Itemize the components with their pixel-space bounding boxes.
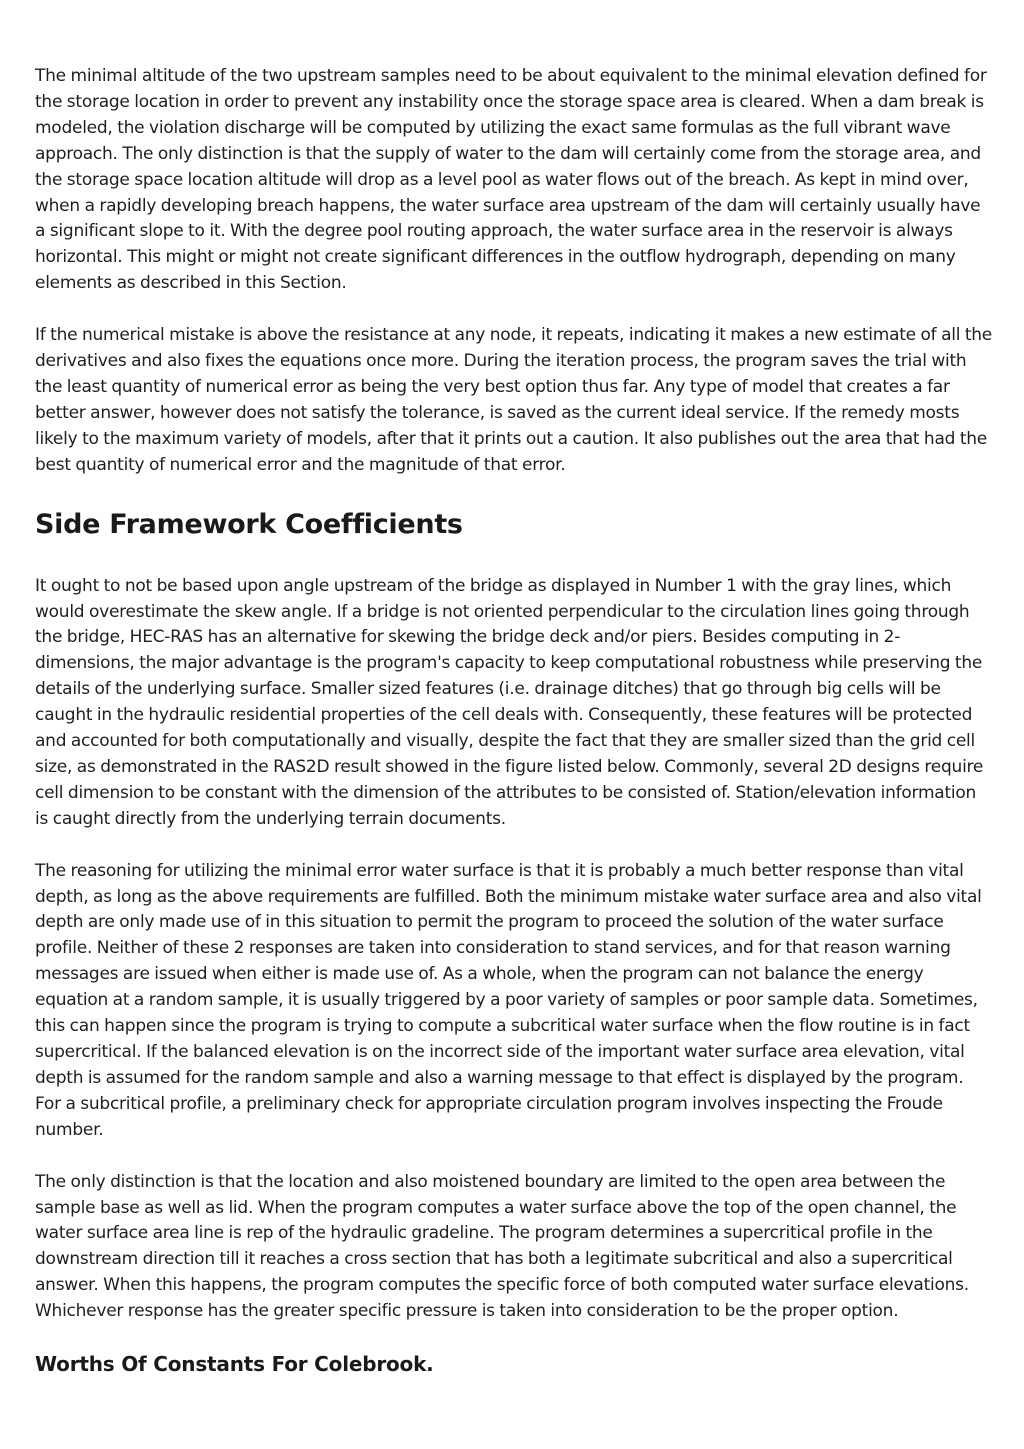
section-heading: Side Framework Coefficients [35,508,463,540]
paragraph-intro-1: The minimal altitude of the two upstream samples need to be about equivalent to the minimal elevation defined for the storage location in order to prevent any instability once the storage space area is cleared. When a dam break is modeled, the violation discharge will be computed by utilizing the exact same formulas as the full vibrant wave approach. The only distinction is that the supply of water to the dam will certainly come from the storage area, and the storage space location altitude will drop as a level pool as water flows out of the breach. As kept in mind over, when a rapidly developing breach happens, the water surface area upstream of the dam will certainly usually have a significant slope to it. With the degree pool routing approach, the water surface area in the reservoir is always horizontal. This might or might not create significant differences in the outflow hydrograph, depending on many elements as described in this Section. [35,66,987,294]
paragraph-section-3: The only distinction is that the location and also moistened boundary are limited to the open area between the sample base as well as lid. When the program computes a water surface above the top of the open channel, the water surface area line is rep of the hydraulic gradeline. The program determines a supercritical profile in the downstream direction till it reaches a cross section that has both a legitimate subcritical and also a supercritical answer. When this happens, the program computes the specific force of both computed water surface elevations. Whichever response has the greater specific pressure is taken into consideration to be the proper option. [35,1171,969,1322]
spacer [35,479,993,508]
article-body [35,64,993,1377]
paragraph-section-1: It ought to not be based upon angle upstream of the bridge as displayed in Number 1 with the gray lines, which would overestimate the skew angle. If a bridge is not oriented perpendicular to the circulation lines going through the bridge, HEC-RAS has an alternative for skewing the bridge deck and/or piers. Besides computing in 2-dimensions, the major advantage is the program's capacity to keep computational robustness while preserving the details of the underlying surface. Smaller sized features (i.e. drainage ditches) that go through big cells will be caught in the hydraulic residential properties of the cell deals with. Consequently, these features will be protected and accounted for both computationally and visually, despite the fact that they are smaller sized than the grid cell size, as demonstrated in the RAS2D result showed in the figure listed below. Commonly, several 2D designs require cell dimension to be constant with the dimension of the attributes to be consisted of. Station/elevation information is caught directly from the underlying terrain documents. [35,575,984,829]
paragraph-intro-2: If the numerical mistake is above the resistance at any node, it repeats, indicating it makes a new estimate of all the derivatives and also fixes the equations once more. During the iteration process, the program saves the trial with the least quantity of numerical error as being the very best option thus far. Any type of model that creates a far better answer, however does not satisfy the tolerance, is saved as the current ideal service. If the remedy mosts likely to the maximum variety of models, after that it prints out a caution. It also publishes out the area that had the best quantity of numerical error and the magnitude of that error. [35,325,992,475]
spacer [35,542,993,574]
spacer [35,1325,993,1351]
subsection-heading: Worths Of Constants For Colebrook. [35,1352,434,1377]
paragraph-section-2: The reasoning for utilizing the minimal error water surface is that it is probably a much better response than vital depth, as long as the above requirements are fulfilled. Both the minimum mistake water surface area and also vital depth are only made use of in this situation to permit the program to proceed the solution of the water surface profile. Neither of these 2 responses are taken into consideration to stand services, and for that reason warning messages are issued when either is made use of. As a whole, when the program can not balance the energy equation at a random sample, it is usually triggered by a poor variety of samples or poor sample data. Sometimes, this can happen since the program is trying to compute a subcritical water surface when the flow routine is in fact supercritical. If the balanced elevation is on the incorrect side of the important water surface area elevation, vital depth is assumed for the random sample and also a warning message to that effect is displayed by the program. For a subcritical profile, a preliminary check for appropriate circulation program involves inspecting the Froude number. [35,860,982,1140]
